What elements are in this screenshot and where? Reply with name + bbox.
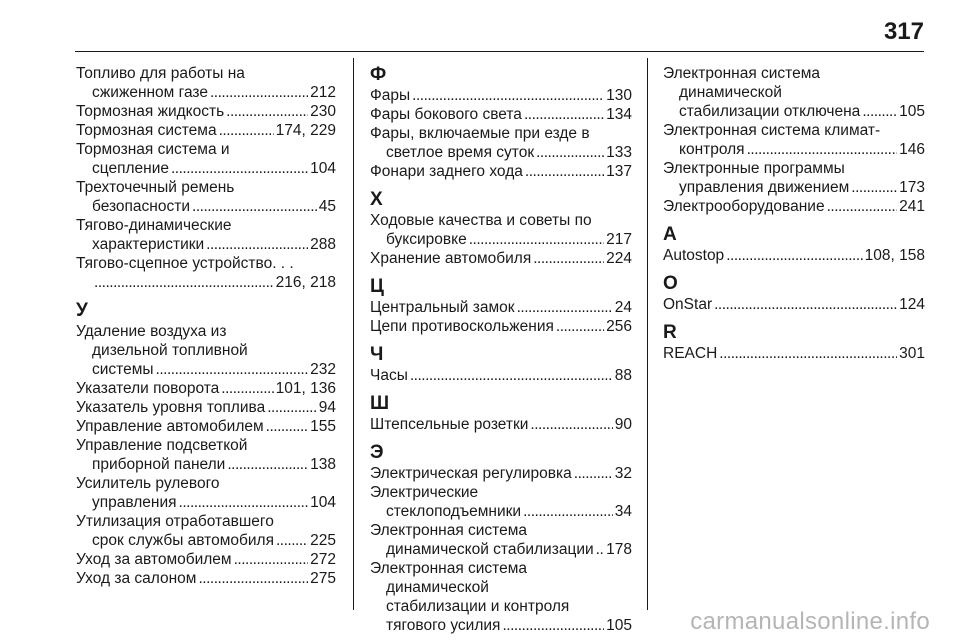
page-ref[interactable]: 155 xyxy=(310,418,336,435)
section-letter: Х xyxy=(370,189,383,210)
entry-text: Указатели поворота xyxy=(76,380,220,397)
page-ref[interactable]: 225 xyxy=(310,532,336,549)
leader-dots xyxy=(469,230,604,249)
leader-dots xyxy=(276,531,308,550)
page-ref[interactable]: 124 xyxy=(899,296,925,313)
index-entry[interactable] xyxy=(663,197,925,216)
page-ref[interactable]: 146 xyxy=(899,141,925,158)
leader-dots xyxy=(714,295,897,314)
entry-last-line xyxy=(370,249,632,268)
entry-last-line xyxy=(76,531,336,550)
page-ref[interactable]: 130 xyxy=(606,87,632,104)
page-ref[interactable]: 32 xyxy=(614,465,632,482)
page-ref[interactable]: 224 xyxy=(606,250,632,267)
index-entry[interactable] xyxy=(370,249,632,268)
leader-dots xyxy=(530,415,612,434)
index-entry[interactable] xyxy=(370,317,632,336)
index-entry[interactable] xyxy=(370,464,632,483)
page-ref[interactable]: 173 xyxy=(899,179,925,196)
entry-last-line xyxy=(76,121,336,140)
index-entry[interactable] xyxy=(370,559,632,635)
entry-text: Тормозная система xyxy=(76,122,217,139)
index-entry[interactable] xyxy=(76,417,336,436)
page-ref[interactable]: 230 xyxy=(310,103,336,120)
index-entry[interactable] xyxy=(663,344,925,363)
index-entry[interactable] xyxy=(663,295,925,314)
page-ref[interactable]: 108, 158 xyxy=(864,247,925,264)
entry-text: Фары xyxy=(370,87,411,104)
entry-last-line xyxy=(370,464,632,483)
entry-text: приборной панели xyxy=(92,456,226,473)
leader-dots xyxy=(533,249,604,268)
leader-dots xyxy=(156,360,309,379)
index-entry[interactable] xyxy=(370,521,632,559)
entry-text: Электрическая регулировка xyxy=(370,465,572,482)
entry-text: стабилизации и контроля xyxy=(386,598,570,615)
entry-last-line xyxy=(663,140,925,159)
index-entry[interactable] xyxy=(76,569,336,588)
leader-dots xyxy=(227,455,308,474)
leader-dots xyxy=(206,235,308,254)
page-ref[interactable]: 138 xyxy=(310,456,336,473)
index-entry[interactable] xyxy=(663,159,925,197)
entry-text: системы xyxy=(92,361,154,378)
entry-text: Тягово-динамические xyxy=(76,217,232,234)
index-column-1 xyxy=(76,64,336,588)
page-ref[interactable]: 101, 136 xyxy=(275,380,336,397)
entry-last-line xyxy=(76,102,336,121)
entry-text: тягового усилия xyxy=(386,617,501,634)
page-ref[interactable]: 272 xyxy=(310,551,336,568)
section-letter: Ф xyxy=(370,64,387,85)
page-ref[interactable]: 288 xyxy=(310,236,336,253)
page-ref[interactable]: 105 xyxy=(899,103,925,120)
entry-last-line xyxy=(370,317,632,336)
entry-text: Тягово-сцепное устройство. . . xyxy=(76,255,294,272)
leader-dots xyxy=(192,197,317,216)
page-ref[interactable]: 94 xyxy=(318,399,336,416)
watermark: carmanualsonline.info xyxy=(690,608,930,635)
entry-last-line xyxy=(76,83,336,102)
leader-dots xyxy=(523,502,613,521)
entry-text: динамической стабилизации xyxy=(386,541,594,558)
leader-dots xyxy=(171,159,308,178)
entry-last-line xyxy=(370,230,632,249)
section-letter: У xyxy=(76,300,88,321)
entry-text: буксировке xyxy=(386,231,467,248)
leader-dots xyxy=(517,298,613,317)
page-ref[interactable]: 301 xyxy=(899,345,925,362)
entry-text: Электронная система климат- xyxy=(663,122,881,139)
page-ref[interactable]: 212 xyxy=(310,84,336,101)
entry-text: Ходовые качества и советы по xyxy=(370,212,592,229)
leader-dots xyxy=(525,162,604,181)
entry-text: Хранение автомобиля xyxy=(370,250,532,267)
section-letter: Ч xyxy=(370,344,384,365)
entry-last-line xyxy=(663,344,925,363)
section-letter: Э xyxy=(370,442,384,463)
section-letter: R xyxy=(663,322,677,343)
leader-dots xyxy=(851,178,897,197)
entry-last-line xyxy=(76,398,336,417)
entry-last-line xyxy=(76,273,336,292)
index-entry[interactable] xyxy=(76,550,336,569)
page-ref[interactable]: 137 xyxy=(606,163,632,180)
section-letter: A xyxy=(663,224,677,245)
index-entry[interactable] xyxy=(663,121,925,159)
leader-dots xyxy=(210,83,308,102)
entry-text: Трехточечный ремень xyxy=(76,179,235,196)
header-rule xyxy=(75,51,924,52)
entry-last-line xyxy=(76,235,336,254)
entry-last-line xyxy=(663,178,925,197)
entry-text: Тормозная система и xyxy=(76,141,230,158)
entry-last-line xyxy=(76,493,336,512)
page-ref[interactable]: 256 xyxy=(606,318,632,335)
entry-text: сжиженном газе xyxy=(92,84,208,101)
column-divider xyxy=(647,58,648,610)
leader-dots xyxy=(747,140,898,159)
leader-dots xyxy=(502,616,604,635)
leader-dots xyxy=(536,143,604,162)
entry-text: Уход за автомобилем xyxy=(76,551,232,568)
entry-text: Электронные программы xyxy=(663,160,845,177)
entry-text: Электрические xyxy=(370,484,479,501)
leader-dots xyxy=(221,379,273,398)
entry-text: Утилизация отработавшего xyxy=(76,513,274,530)
entry-text: Топливо для работы на xyxy=(76,65,245,82)
index-entry[interactable] xyxy=(76,322,336,379)
entry-last-line xyxy=(370,143,632,162)
index-entry[interactable] xyxy=(370,124,632,162)
index-entry[interactable] xyxy=(370,415,632,434)
entry-text: светлое время суток xyxy=(386,144,535,161)
page-ref[interactable]: 104 xyxy=(310,494,336,511)
section-letter: Ш xyxy=(370,393,390,414)
entry-text: дизельной топливной xyxy=(92,342,248,359)
entry-text: контроля xyxy=(679,141,745,158)
entry-text: стабилизации отключена xyxy=(679,103,861,120)
entry-text: Часы xyxy=(370,367,408,384)
leader-dots xyxy=(719,344,897,363)
leader-dots xyxy=(267,398,317,417)
leader-dots xyxy=(524,105,604,124)
index-entry[interactable] xyxy=(76,436,336,474)
entry-last-line xyxy=(370,502,632,521)
index-entry[interactable] xyxy=(370,483,632,521)
leader-dots xyxy=(827,197,898,216)
entry-last-line xyxy=(370,415,632,434)
entry-text: Электронная система xyxy=(663,65,821,82)
index-entry[interactable] xyxy=(76,512,336,550)
entry-last-line xyxy=(663,197,925,216)
entry-text: динамической xyxy=(386,579,489,596)
page-ref[interactable]: 134 xyxy=(606,106,632,123)
index-entry[interactable] xyxy=(76,178,336,216)
page-number: 317 xyxy=(883,18,924,45)
leader-dots xyxy=(198,569,308,588)
index-entry[interactable] xyxy=(76,379,336,398)
index-entry[interactable] xyxy=(76,64,336,102)
page-ref[interactable]: 275 xyxy=(310,570,336,587)
leader-dots xyxy=(226,102,308,121)
page-ref[interactable]: 232 xyxy=(310,361,336,378)
entry-last-line xyxy=(76,197,336,216)
page-ref[interactable]: 105 xyxy=(606,617,632,634)
entry-last-line xyxy=(76,379,336,398)
index-entry[interactable] xyxy=(76,254,336,292)
page-ref[interactable]: 45 xyxy=(318,198,336,215)
entry-text: Центральный замок xyxy=(370,299,515,316)
index-entry[interactable] xyxy=(370,105,632,124)
entry-text: Штепсельные розетки xyxy=(370,416,529,433)
entry-text: сцепление xyxy=(92,160,169,177)
index-entry[interactable] xyxy=(370,366,632,385)
entry-text: безопасности xyxy=(92,198,190,215)
index-column-3 xyxy=(663,64,925,363)
page-ref[interactable]: 178 xyxy=(606,541,632,558)
leader-dots xyxy=(179,493,309,512)
entry-last-line xyxy=(76,159,336,178)
index-entry[interactable] xyxy=(370,211,632,249)
entry-last-line xyxy=(370,86,632,105)
page-ref[interactable]: 90 xyxy=(614,416,632,433)
column-divider xyxy=(353,58,354,610)
entry-last-line xyxy=(370,105,632,124)
entry-text: Уход за салоном xyxy=(76,570,197,587)
entry-last-line xyxy=(663,295,925,314)
index-entry[interactable] xyxy=(76,398,336,417)
page-ref[interactable]: 34 xyxy=(614,503,632,520)
leader-dots xyxy=(219,121,274,140)
entry-text: Управление подсветкой xyxy=(76,437,248,454)
index-entry[interactable] xyxy=(663,246,925,265)
entry-text: Удаление воздуха из xyxy=(76,323,227,340)
index-entry[interactable] xyxy=(663,64,925,121)
page-ref[interactable]: 88 xyxy=(614,367,632,384)
index-column-2 xyxy=(370,64,632,635)
entry-text: Цепи противоскольжения xyxy=(370,318,554,335)
leader-dots xyxy=(574,464,613,483)
entry-last-line xyxy=(370,162,632,181)
entry-text: Электронная система xyxy=(370,560,528,577)
index-entry[interactable] xyxy=(370,162,632,181)
entry-text: Электронная система xyxy=(370,522,528,539)
section-letter: Ц xyxy=(370,276,384,297)
entry-last-line xyxy=(76,360,336,379)
entry-text: Тормозная жидкость xyxy=(76,103,225,120)
index-entry[interactable] xyxy=(76,474,336,512)
entry-text: OnStar xyxy=(663,296,713,313)
leader-dots xyxy=(94,273,274,292)
page-ref[interactable]: 216, 218 xyxy=(275,274,336,291)
leader-dots xyxy=(412,86,604,105)
entry-text: Управление автомобилем xyxy=(76,418,264,435)
page-ref[interactable]: 24 xyxy=(614,299,632,316)
entry-text: стеклоподъемники xyxy=(386,503,522,520)
page-ref[interactable]: 174, 229 xyxy=(275,122,336,139)
entry-last-line xyxy=(370,366,632,385)
entry-last-line xyxy=(76,550,336,569)
leader-dots xyxy=(862,102,897,121)
entry-last-line xyxy=(370,540,632,559)
entry-text: Фары, включаемые при езде в xyxy=(370,125,590,142)
entry-text: Фары бокового света xyxy=(370,106,522,123)
entry-text: динамической xyxy=(679,84,782,101)
leader-dots xyxy=(596,540,604,559)
entry-last-line xyxy=(76,455,336,474)
page-ref[interactable]: 133 xyxy=(606,144,632,161)
section-letter: O xyxy=(663,273,678,294)
page-ref[interactable]: 217 xyxy=(606,231,632,248)
entry-last-line xyxy=(76,569,336,588)
entry-text: управления движением xyxy=(679,179,850,196)
entry-last-line xyxy=(370,298,632,317)
entry-text: Autostop xyxy=(663,247,725,264)
leader-dots xyxy=(234,550,309,569)
entry-text: REACH xyxy=(663,345,718,362)
entry-text: Указатель уровня топлива xyxy=(76,399,266,416)
leader-dots xyxy=(726,246,862,265)
index-entry[interactable] xyxy=(76,102,336,121)
page-ref[interactable]: 241 xyxy=(899,198,925,215)
entry-last-line xyxy=(76,417,336,436)
entry-text: Фонари заднего хода xyxy=(370,163,523,180)
page-ref[interactable]: 104 xyxy=(310,160,336,177)
index-entry[interactable] xyxy=(370,298,632,317)
entry-text: Электрооборудование xyxy=(663,198,825,215)
entry-text: срок службы автомобиля xyxy=(92,532,274,549)
leader-dots xyxy=(556,317,604,336)
index-entry[interactable] xyxy=(76,140,336,178)
entry-last-line xyxy=(663,246,925,265)
index-entry[interactable] xyxy=(76,216,336,254)
entry-text: управления xyxy=(92,494,177,511)
entry-text: характеристики xyxy=(92,236,205,253)
entry-last-line xyxy=(370,616,632,635)
leader-dots xyxy=(266,417,308,436)
index-entry[interactable] xyxy=(76,121,336,140)
leader-dots xyxy=(410,366,613,385)
index-entry[interactable] xyxy=(370,86,632,105)
entry-text: Усилитель рулевого xyxy=(76,475,220,492)
entry-last-line xyxy=(663,102,925,121)
